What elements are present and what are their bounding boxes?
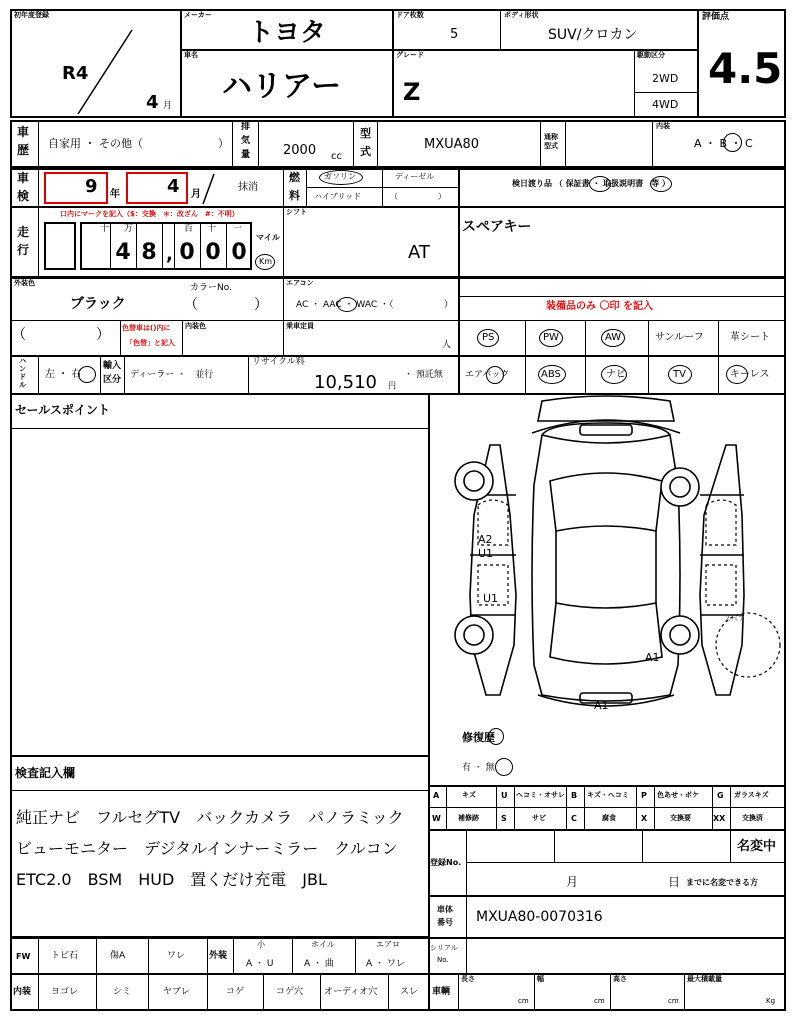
mileage-digit: 0 — [179, 240, 195, 265]
legend-code: G — [717, 791, 724, 800]
legend-desc: ガラスキズ — [734, 791, 769, 799]
displacement-value: 2000 — [283, 143, 317, 158]
drive-4wd: 4WD — [652, 98, 679, 111]
drive-label: 駆動区分 — [637, 51, 665, 59]
color-label: 外装色 — [14, 279, 35, 287]
small-label: 小 — [257, 940, 265, 949]
vin-label-2: 番号 — [437, 918, 453, 927]
mile-label: マイル — [256, 233, 280, 242]
legend-code: XX — [713, 814, 726, 823]
interior-item: ヨゴレ — [51, 987, 79, 997]
score-value: 4.5 — [708, 44, 783, 93]
color-change-note-1: 色替車は()内に — [122, 324, 171, 332]
history-paren-close: ） — [218, 137, 229, 150]
mileage-label-1: 走 — [17, 225, 30, 239]
serial-box — [428, 937, 786, 975]
vin-value: MXUA80-0070316 — [476, 909, 603, 925]
inspection-month: 4 — [167, 176, 180, 197]
fuel-gasoline-circle — [319, 170, 363, 185]
repair-none-circle — [495, 758, 513, 776]
repair-label-circle — [488, 728, 504, 745]
legend-desc: 交換済 — [742, 814, 763, 822]
registration-day-unit: 日 — [668, 875, 681, 889]
fuel-hybrid: ハイブリッド — [314, 192, 362, 201]
color-no-label: カラーNo. — [190, 283, 232, 293]
color-change-note-2: 「色替」と記入 — [126, 339, 175, 347]
shift-value: AT — [408, 242, 430, 263]
interior-item: スレ — [400, 987, 419, 997]
displacement-label-1: 排 — [241, 122, 251, 132]
body-label: ボディ形状 — [504, 11, 539, 19]
doors-value: 5 — [450, 27, 459, 42]
sales-point-title: セールスポイント — [15, 403, 110, 417]
interior-item: コゲ — [226, 987, 245, 997]
serial-label-2: No. — [437, 956, 449, 964]
legend-desc: キズ — [462, 791, 476, 799]
legend-desc: 補修跡 — [458, 814, 479, 822]
color-no-value: （ ） — [184, 297, 268, 313]
recycle-label: リサイクル料 — [252, 357, 305, 367]
legend-code: U — [501, 791, 508, 800]
damage-mark-a1-a: A1 — [645, 651, 660, 664]
paren-right: ） — [96, 327, 110, 343]
aircon-close: ） — [444, 300, 454, 310]
handle-value: 左 ・ 右 — [45, 369, 82, 380]
inspection-note-line: ETC2.0 BSM HUD 置くだけ充電 JBL — [16, 870, 327, 889]
small-value: A ・ U — [246, 959, 274, 969]
mileage-digit: 8 — [141, 240, 157, 265]
equip-abs-circle — [538, 365, 566, 384]
legend-code: P — [641, 791, 647, 800]
mileage-mark-box — [44, 222, 76, 270]
mileage-digit: 0 — [231, 240, 247, 265]
inspection-notes-title: 検査記入欄 — [15, 766, 76, 780]
inspection-label-2: 検 — [17, 189, 30, 203]
handle-label-1: ハ — [19, 357, 26, 365]
equip-leather: 革シート — [730, 332, 770, 343]
equip-ps: PS — [482, 332, 495, 343]
legend-code: C — [571, 814, 577, 823]
score-label: 評価点 — [702, 12, 730, 22]
size-label: 車輌 — [432, 987, 451, 997]
equip-pw: PW — [543, 332, 559, 343]
mileage-digit: 0 — [205, 240, 221, 265]
doc-warranty-circle — [589, 176, 611, 192]
recycle-value: 10,510 — [314, 372, 377, 393]
grade-value: Z — [403, 78, 421, 106]
fw-item: トビ石 — [51, 951, 79, 961]
paren-left: （ — [12, 327, 26, 343]
inspection-year-box — [44, 172, 108, 204]
vin-label-1: 車体 — [437, 905, 453, 914]
length-unit: cm — [518, 997, 529, 1005]
interior-item: シミ — [113, 987, 132, 997]
inspection-year: 9 — [85, 176, 98, 197]
fuel-gasoline: ガソリン — [324, 172, 356, 181]
unit-hyaku: 百 — [184, 224, 194, 234]
fuel-label-2: 料 — [289, 189, 300, 202]
capacity-label: 乗車定員 — [286, 322, 314, 330]
recycle-deposit: ・ 預託無 — [404, 370, 443, 380]
interior-b-circle — [723, 133, 742, 152]
equip-tv-circle — [668, 365, 692, 384]
first-reg-label: 初年度登録 — [14, 11, 49, 19]
aero-value: A ・ ワレ — [366, 959, 405, 969]
displacement-unit: cc — [331, 151, 342, 162]
inspection-month-unit: 月 — [191, 189, 201, 200]
legend-code: B — [571, 791, 578, 800]
equip-tv: TV — [673, 369, 686, 380]
legend-desc: サビ — [532, 814, 546, 822]
inspection-label-1: 車 — [17, 171, 30, 185]
equip-airbag: エアバック — [465, 370, 510, 380]
width-unit: cm — [594, 997, 605, 1005]
model-label-2: 式 — [360, 145, 371, 158]
first-reg-era: R4 — [62, 63, 89, 84]
damage-mark-a1-b: A1 — [594, 699, 609, 712]
height-unit: cm — [668, 997, 679, 1005]
height-label: 高さ — [613, 975, 627, 983]
legend-code: X — [641, 814, 648, 823]
fuel-label-1: 燃 — [289, 171, 300, 184]
damage-mark-u1-a: U1 — [478, 547, 494, 560]
fw-item: ワレ — [167, 951, 186, 961]
equip-ps-circle — [477, 329, 499, 347]
aircon-aac-circle — [337, 297, 357, 312]
serial-label-1: シリアル — [430, 944, 458, 952]
registration-month-unit: 月 — [566, 875, 579, 889]
damage-mark-a2: A2 — [478, 533, 493, 546]
recycle-unit: 円 — [388, 381, 396, 390]
wheel-label: ホイル — [311, 940, 335, 949]
handle-label-2: ン — [19, 365, 26, 373]
maker-label: メーカー — [184, 11, 212, 19]
registration-deadline: までに名変できる方 — [686, 878, 758, 887]
interior-item: オーディオ穴 — [324, 987, 378, 997]
mileage-comma: , — [166, 244, 173, 265]
documents: 検日渡り品 （ 保証書 ・ 取扱説明書 等 ） — [512, 179, 670, 188]
max-load-unit: Kg — [766, 997, 776, 1005]
damage-mark-u1-b: U1 — [483, 592, 499, 605]
unit-one: 一 — [233, 224, 243, 234]
history-label-2: 歴 — [17, 143, 30, 157]
size-row — [428, 973, 786, 1011]
km-circle — [255, 254, 275, 270]
repair-label: 修復歴 — [462, 731, 495, 744]
legend-desc: 色あせ・ボケ — [657, 791, 699, 799]
spare-key: スペアキー — [462, 219, 532, 235]
interior-item: コゲ穴 — [276, 987, 304, 997]
common-model-label-1: 通称 — [544, 133, 558, 141]
legend-desc: キズ・ヘコミ — [587, 791, 629, 799]
equip-keyless-circle — [726, 365, 748, 384]
equip-aw: AW — [605, 332, 622, 343]
doc-manual-circle — [650, 176, 672, 192]
interior-label: 内装 — [13, 987, 32, 997]
repair-value: 有 ・ 無 — [462, 763, 495, 773]
fuel-diesel: ディーゼル — [395, 172, 435, 181]
km-label: Km — [259, 257, 273, 266]
model-value: MXUA80 — [424, 137, 480, 152]
unit-man: 万 — [124, 224, 134, 234]
history-label-1: 車 — [17, 125, 30, 139]
sales-point-box — [10, 393, 430, 757]
length-label: 長さ — [461, 975, 475, 983]
body-value: SUV/クロカン — [548, 27, 638, 43]
import-label-1: 輸入 — [103, 361, 122, 371]
inspection-year-unit: 年 — [110, 189, 120, 200]
shift-label: シフト — [286, 208, 307, 216]
inspection-cancel: 抹消 — [238, 182, 258, 193]
maker-value: トヨタ — [248, 18, 327, 48]
car-diagram — [430, 395, 784, 725]
unit-plus: 十 — [100, 224, 110, 234]
inspection-slash — [201, 172, 217, 206]
handle-label-3: ド — [19, 373, 26, 381]
import-value: ディーラー ・ 並行 — [130, 370, 214, 380]
fw-label: FW — [16, 952, 31, 961]
inspection-note-line: 純正ナビ フルセグTV バックカメラ パノラミック — [16, 808, 404, 827]
color-value: ブラック — [70, 296, 126, 312]
interior-item: ヤブレ — [163, 987, 190, 997]
equipment-note: 装備品のみ 〇印 を記入 — [546, 301, 653, 312]
equip-abs: ABS — [541, 369, 561, 380]
legend-code: S — [501, 814, 507, 823]
import-label-2: 区分 — [103, 375, 122, 385]
equip-navi: ナビ — [606, 369, 626, 380]
mileage-note: 口内にマークを記入（$：交換 ＊：改ざん #：不明） — [60, 210, 239, 218]
drive-2wd: 2WD — [652, 72, 679, 85]
legend-desc: 交換要 — [670, 814, 691, 822]
interior-color-label: 内装色 — [185, 322, 206, 330]
displacement-label-2: 気 — [241, 136, 251, 146]
mileage-digit: 4 — [115, 240, 131, 265]
legend-code: A — [433, 791, 440, 800]
equip-sunroof: サンルーフ — [655, 332, 704, 343]
model-label-1: 型 — [360, 127, 371, 140]
doors-label: ドア枚数 — [396, 11, 424, 19]
equip-keyless: キーレス — [730, 369, 770, 380]
first-reg-month: 4 — [146, 92, 159, 113]
inspection-note-line: ビューモニター デジタルインナーミラー クルコン — [16, 839, 398, 858]
wheel-value: A ・ 曲 — [304, 959, 334, 969]
registration-name-change: 名変中 — [737, 839, 777, 854]
spare-label: スペア — [724, 615, 745, 623]
mileage-label-2: 行 — [17, 243, 30, 257]
common-model-label-2: 型式 — [544, 142, 558, 150]
aero-label: エアロ — [376, 940, 400, 949]
car-name-label: 車名 — [184, 51, 198, 59]
first-reg-month-unit: 月 — [163, 101, 173, 111]
aircon-options: AC ・ AAC ・ WAC ・（ — [296, 300, 394, 310]
fw-item: 傷A — [110, 951, 126, 961]
equip-pw-circle — [539, 329, 563, 347]
equip-navi-circle — [601, 365, 627, 384]
legend-desc: 腐食 — [602, 814, 616, 822]
handle-right-circle — [78, 366, 96, 383]
exterior-label: 外装 — [209, 951, 228, 961]
history-value: 自家用 ・ その他（ — [48, 137, 143, 150]
width-label: 幅 — [537, 975, 544, 983]
equip-airbag-circle — [486, 366, 504, 384]
legend-code: W — [432, 814, 441, 823]
interior-label: 内装 — [656, 122, 670, 130]
capacity-unit: 人 — [442, 340, 452, 350]
unit-ten: 十 — [207, 224, 217, 234]
aircon-label: エアコン — [286, 279, 314, 287]
interior-grades: A ・ B ・ C — [694, 137, 753, 150]
handle-label-4: ル — [19, 381, 26, 389]
displacement-label-3: 量 — [241, 150, 251, 160]
car-name-value: ハリアー — [222, 69, 342, 104]
legend-desc: ヘコミ・オサレ — [516, 791, 565, 799]
fuel-other: （ ） — [390, 192, 446, 201]
equip-aw-circle — [601, 329, 625, 347]
max-load-label: 最大積載量 — [687, 975, 722, 983]
registration-label: 登録No. — [430, 858, 462, 867]
grade-label: グレード — [396, 51, 424, 59]
